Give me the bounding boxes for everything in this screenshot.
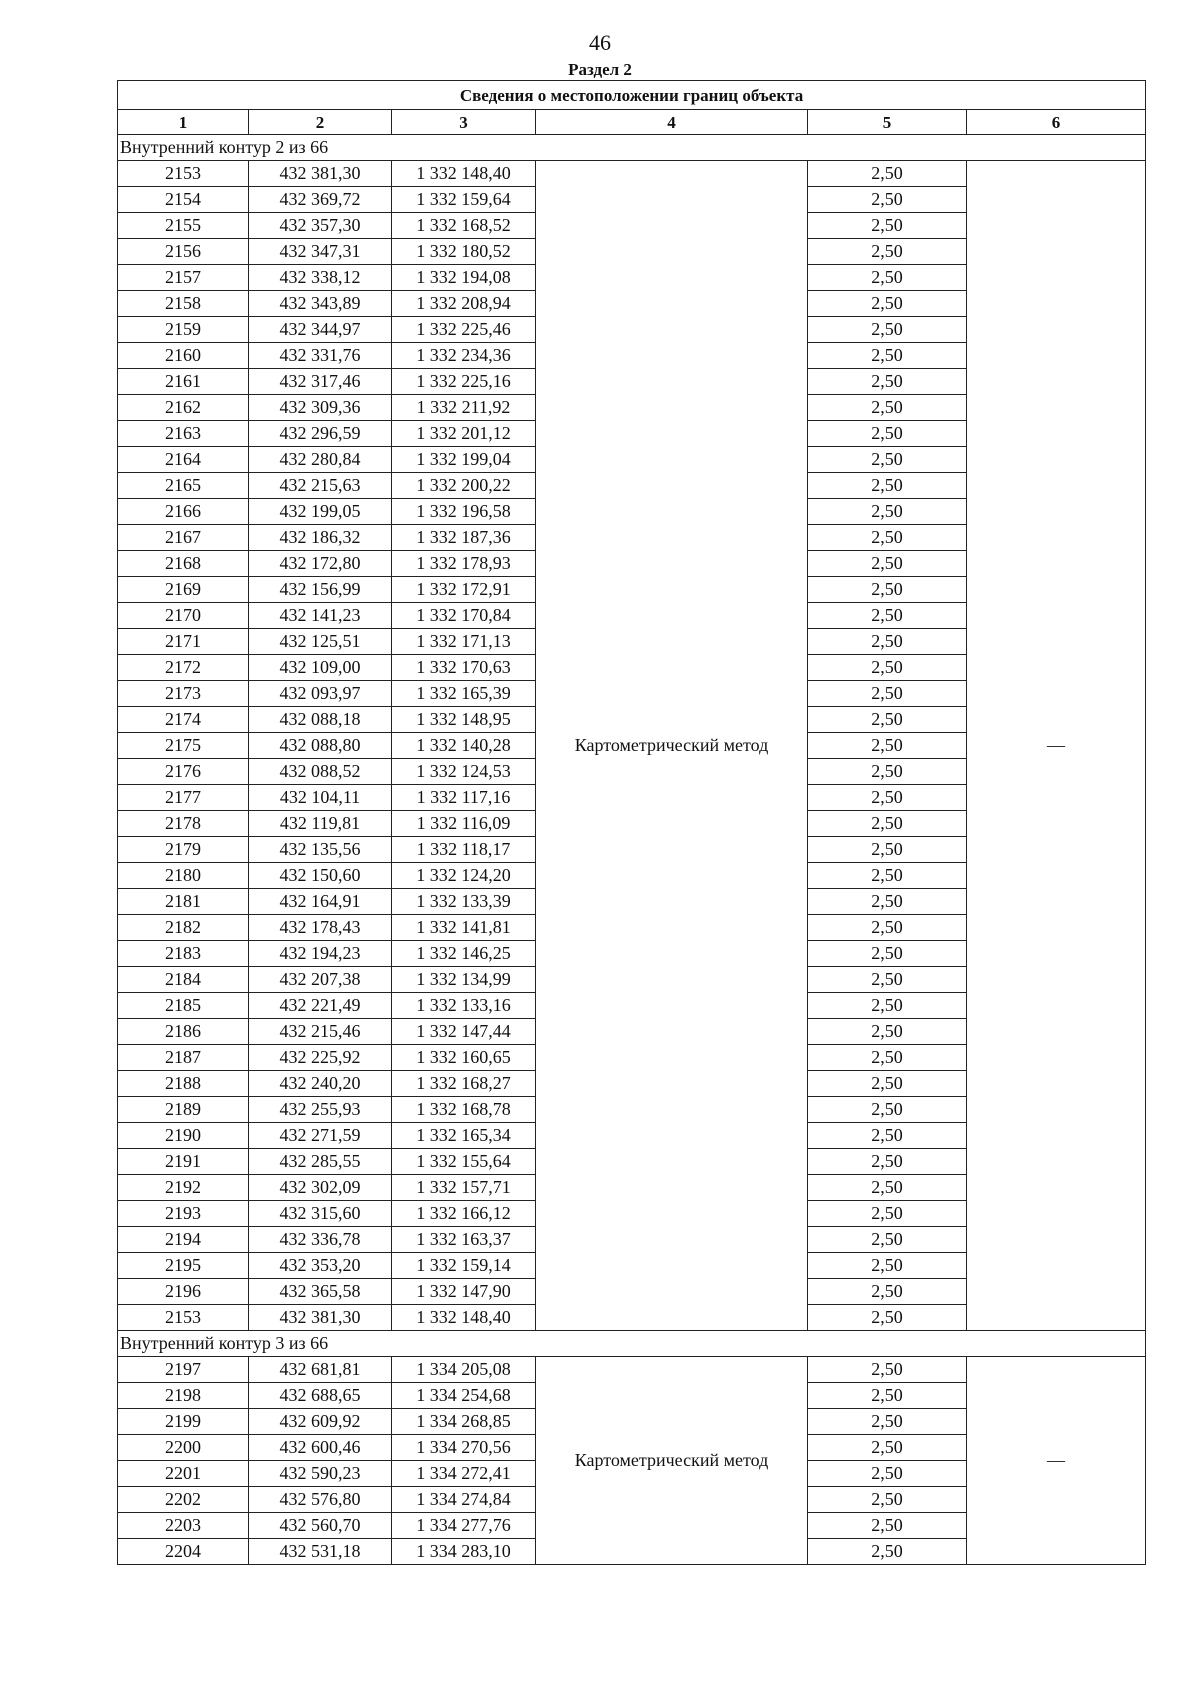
y-coordinate-cell: 1 332 168,27 xyxy=(392,1071,536,1097)
section-title: Раздел 2 xyxy=(568,60,632,79)
y-coordinate-cell: 1 332 225,46 xyxy=(392,317,536,343)
x-coordinate-cell: 432 317,46 xyxy=(249,369,392,395)
precision-cell: 2,50 xyxy=(808,837,967,863)
precision-cell: 2,50 xyxy=(808,1357,967,1383)
point-number-cell: 2191 xyxy=(118,1149,249,1175)
precision-cell: 2,50 xyxy=(808,291,967,317)
point-number-cell: 2173 xyxy=(118,681,249,707)
section-label: Внутренний контур 3 из 66 xyxy=(118,1331,1146,1357)
point-number-cell: 2198 xyxy=(118,1383,249,1409)
y-coordinate-cell: 1 332 172,91 xyxy=(392,577,536,603)
y-coordinate-cell: 1 332 148,95 xyxy=(392,707,536,733)
y-coordinate-cell: 1 332 170,84 xyxy=(392,603,536,629)
point-number-cell: 2188 xyxy=(118,1071,249,1097)
x-coordinate-cell: 432 194,23 xyxy=(249,941,392,967)
y-coordinate-cell: 1 332 168,52 xyxy=(392,213,536,239)
point-number-cell: 2153 xyxy=(118,161,249,187)
x-coordinate-cell: 432 365,58 xyxy=(249,1279,392,1305)
table-row xyxy=(118,1357,1146,1383)
x-coordinate-cell: 432 338,12 xyxy=(249,265,392,291)
precision-cell: 2,50 xyxy=(808,967,967,993)
precision-cell: 2,50 xyxy=(808,1253,967,1279)
y-coordinate-cell: 1 332 155,64 xyxy=(392,1149,536,1175)
x-coordinate-cell: 432 381,30 xyxy=(249,161,392,187)
section-header-row xyxy=(118,1331,1146,1357)
y-coordinate-cell: 1 334 268,85 xyxy=(392,1409,536,1435)
x-coordinate-cell: 432 156,99 xyxy=(249,577,392,603)
y-coordinate-cell: 1 332 211,92 xyxy=(392,395,536,421)
precision-cell: 2,50 xyxy=(808,265,967,291)
x-coordinate-cell: 432 347,31 xyxy=(249,239,392,265)
precision-cell: 2,50 xyxy=(808,1305,967,1331)
x-coordinate-cell: 432 285,55 xyxy=(249,1149,392,1175)
precision-cell: 2,50 xyxy=(808,1461,967,1487)
y-coordinate-cell: 1 332 148,40 xyxy=(392,1305,536,1331)
point-number-cell: 2164 xyxy=(118,447,249,473)
column-number: 6 xyxy=(967,110,1146,135)
section-header-row xyxy=(118,135,1146,161)
precision-cell: 2,50 xyxy=(808,1045,967,1071)
method-cell: Картометрический метод xyxy=(536,161,808,1331)
precision-cell: 2,50 xyxy=(808,395,967,421)
x-coordinate-cell: 432 088,18 xyxy=(249,707,392,733)
precision-cell: 2,50 xyxy=(808,1019,967,1045)
y-coordinate-cell: 1 332 159,64 xyxy=(392,187,536,213)
precision-cell: 2,50 xyxy=(808,369,967,395)
x-coordinate-cell: 432 357,30 xyxy=(249,213,392,239)
x-coordinate-cell: 432 309,36 xyxy=(249,395,392,421)
precision-cell: 2,50 xyxy=(808,993,967,1019)
note-cell: — xyxy=(967,161,1146,1331)
y-coordinate-cell: 1 332 199,04 xyxy=(392,447,536,473)
y-coordinate-cell: 1 334 272,41 xyxy=(392,1461,536,1487)
y-coordinate-cell: 1 332 134,99 xyxy=(392,967,536,993)
column-number: 3 xyxy=(392,110,536,135)
y-coordinate-cell: 1 332 147,90 xyxy=(392,1279,536,1305)
y-coordinate-cell: 1 332 133,39 xyxy=(392,889,536,915)
y-coordinate-cell: 1 332 178,93 xyxy=(392,551,536,577)
x-coordinate-cell: 432 125,51 xyxy=(249,629,392,655)
x-coordinate-cell: 432 240,20 xyxy=(249,1071,392,1097)
point-number-cell: 2167 xyxy=(118,525,249,551)
point-number-cell: 2204 xyxy=(118,1539,249,1565)
precision-cell: 2,50 xyxy=(808,1175,967,1201)
x-coordinate-cell: 432 093,97 xyxy=(249,681,392,707)
point-number-cell: 2202 xyxy=(118,1487,249,1513)
x-coordinate-cell: 432 150,60 xyxy=(249,863,392,889)
point-number-cell: 2153 xyxy=(118,1305,249,1331)
precision-cell: 2,50 xyxy=(808,525,967,551)
note-cell: — xyxy=(967,1357,1146,1565)
precision-cell: 2,50 xyxy=(808,1279,967,1305)
y-coordinate-cell: 1 332 194,08 xyxy=(392,265,536,291)
point-number-cell: 2199 xyxy=(118,1409,249,1435)
precision-cell: 2,50 xyxy=(808,863,967,889)
precision-cell: 2,50 xyxy=(808,1487,967,1513)
point-number-cell: 2179 xyxy=(118,837,249,863)
table-caption: Сведения о местоположении границ объекта xyxy=(118,81,1146,110)
y-coordinate-cell: 1 334 254,68 xyxy=(392,1383,536,1409)
point-number-cell: 2177 xyxy=(118,785,249,811)
x-coordinate-cell: 432 315,60 xyxy=(249,1201,392,1227)
y-coordinate-cell: 1 334 283,10 xyxy=(392,1539,536,1565)
precision-cell: 2,50 xyxy=(808,499,967,525)
column-number: 4 xyxy=(536,110,808,135)
precision-cell: 2,50 xyxy=(808,239,967,265)
x-coordinate-cell: 432 088,52 xyxy=(249,759,392,785)
y-coordinate-cell: 1 332 165,34 xyxy=(392,1123,536,1149)
x-coordinate-cell: 432 302,09 xyxy=(249,1175,392,1201)
x-coordinate-cell: 432 215,63 xyxy=(249,473,392,499)
precision-cell: 2,50 xyxy=(808,1435,967,1461)
precision-cell: 2,50 xyxy=(808,447,967,473)
x-coordinate-cell: 432 381,30 xyxy=(249,1305,392,1331)
precision-cell: 2,50 xyxy=(808,551,967,577)
precision-cell: 2,50 xyxy=(808,1123,967,1149)
point-number-cell: 2175 xyxy=(118,733,249,759)
point-number-cell: 2170 xyxy=(118,603,249,629)
point-number-cell: 2183 xyxy=(118,941,249,967)
precision-cell: 2,50 xyxy=(808,1149,967,1175)
x-coordinate-cell: 432 531,18 xyxy=(249,1539,392,1565)
y-coordinate-cell: 1 332 196,58 xyxy=(392,499,536,525)
x-coordinate-cell: 432 215,46 xyxy=(249,1019,392,1045)
y-coordinate-cell: 1 332 148,40 xyxy=(392,161,536,187)
point-number-cell: 2161 xyxy=(118,369,249,395)
y-coordinate-cell: 1 332 160,65 xyxy=(392,1045,536,1071)
x-coordinate-cell: 432 172,80 xyxy=(249,551,392,577)
y-coordinate-cell: 1 332 116,09 xyxy=(392,811,536,837)
column-number: 1 xyxy=(118,110,249,135)
point-number-cell: 2196 xyxy=(118,1279,249,1305)
x-coordinate-cell: 432 681,81 xyxy=(249,1357,392,1383)
y-coordinate-cell: 1 334 270,56 xyxy=(392,1435,536,1461)
precision-cell: 2,50 xyxy=(808,1539,967,1565)
point-number-cell: 2155 xyxy=(118,213,249,239)
point-number-cell: 2154 xyxy=(118,187,249,213)
point-number-cell: 2159 xyxy=(118,317,249,343)
x-coordinate-cell: 432 369,72 xyxy=(249,187,392,213)
y-coordinate-cell: 1 332 146,25 xyxy=(392,941,536,967)
x-coordinate-cell: 432 688,65 xyxy=(249,1383,392,1409)
y-coordinate-cell: 1 334 205,08 xyxy=(392,1357,536,1383)
x-coordinate-cell: 432 296,59 xyxy=(249,421,392,447)
x-coordinate-cell: 432 178,43 xyxy=(249,915,392,941)
point-number-cell: 2185 xyxy=(118,993,249,1019)
x-coordinate-cell: 432 164,91 xyxy=(249,889,392,915)
point-number-cell: 2180 xyxy=(118,863,249,889)
x-coordinate-cell: 432 343,89 xyxy=(249,291,392,317)
point-number-cell: 2178 xyxy=(118,811,249,837)
x-coordinate-cell: 432 576,80 xyxy=(249,1487,392,1513)
precision-cell: 2,50 xyxy=(808,707,967,733)
x-coordinate-cell: 432 600,46 xyxy=(249,1435,392,1461)
x-coordinate-cell: 432 560,70 xyxy=(249,1513,392,1539)
precision-cell: 2,50 xyxy=(808,889,967,915)
point-number-cell: 2193 xyxy=(118,1201,249,1227)
y-coordinate-cell: 1 332 124,20 xyxy=(392,863,536,889)
y-coordinate-cell: 1 332 140,28 xyxy=(392,733,536,759)
precision-cell: 2,50 xyxy=(808,1227,967,1253)
x-coordinate-cell: 432 353,20 xyxy=(249,1253,392,1279)
precision-cell: 2,50 xyxy=(808,655,967,681)
precision-cell: 2,50 xyxy=(808,941,967,967)
point-number-cell: 2169 xyxy=(118,577,249,603)
y-coordinate-cell: 1 332 157,71 xyxy=(392,1175,536,1201)
y-coordinate-cell: 1 332 208,94 xyxy=(392,291,536,317)
y-coordinate-cell: 1 332 133,16 xyxy=(392,993,536,1019)
y-coordinate-cell: 1 332 201,12 xyxy=(392,421,536,447)
x-coordinate-cell: 432 280,84 xyxy=(249,447,392,473)
x-coordinate-cell: 432 331,76 xyxy=(249,343,392,369)
x-coordinate-cell: 432 135,56 xyxy=(249,837,392,863)
x-coordinate-cell: 432 207,38 xyxy=(249,967,392,993)
y-coordinate-cell: 1 332 124,53 xyxy=(392,759,536,785)
precision-cell: 2,50 xyxy=(808,161,967,187)
column-number: 5 xyxy=(808,110,967,135)
x-coordinate-cell: 432 590,23 xyxy=(249,1461,392,1487)
point-number-cell: 2171 xyxy=(118,629,249,655)
point-number-cell: 2166 xyxy=(118,499,249,525)
y-coordinate-cell: 1 332 159,14 xyxy=(392,1253,536,1279)
point-number-cell: 2189 xyxy=(118,1097,249,1123)
precision-cell: 2,50 xyxy=(808,759,967,785)
y-coordinate-cell: 1 332 225,16 xyxy=(392,369,536,395)
y-coordinate-cell: 1 332 147,44 xyxy=(392,1019,536,1045)
y-coordinate-cell: 1 332 234,36 xyxy=(392,343,536,369)
y-coordinate-cell: 1 332 170,63 xyxy=(392,655,536,681)
section-label: Внутренний контур 2 из 66 xyxy=(118,135,1146,161)
precision-cell: 2,50 xyxy=(808,1097,967,1123)
precision-cell: 2,50 xyxy=(808,681,967,707)
x-coordinate-cell: 432 271,59 xyxy=(249,1123,392,1149)
precision-cell: 2,50 xyxy=(808,473,967,499)
x-coordinate-cell: 432 186,32 xyxy=(249,525,392,551)
y-coordinate-cell: 1 332 180,52 xyxy=(392,239,536,265)
precision-cell: 2,50 xyxy=(808,811,967,837)
y-coordinate-cell: 1 334 274,84 xyxy=(392,1487,536,1513)
x-coordinate-cell: 432 225,92 xyxy=(249,1045,392,1071)
table-body xyxy=(118,135,1146,1565)
precision-cell: 2,50 xyxy=(808,603,967,629)
precision-cell: 2,50 xyxy=(808,213,967,239)
method-cell: Картометрический метод xyxy=(536,1357,808,1565)
y-coordinate-cell: 1 332 165,39 xyxy=(392,681,536,707)
y-coordinate-cell: 1 332 200,22 xyxy=(392,473,536,499)
y-coordinate-cell: 1 332 168,78 xyxy=(392,1097,536,1123)
y-coordinate-cell: 1 332 141,81 xyxy=(392,915,536,941)
point-number-cell: 2157 xyxy=(118,265,249,291)
precision-cell: 2,50 xyxy=(808,1201,967,1227)
column-number: 2 xyxy=(249,110,392,135)
y-coordinate-cell: 1 334 277,76 xyxy=(392,1513,536,1539)
precision-cell: 2,50 xyxy=(808,915,967,941)
table-row xyxy=(118,161,1146,187)
point-number-cell: 2192 xyxy=(118,1175,249,1201)
x-coordinate-cell: 432 104,11 xyxy=(249,785,392,811)
x-coordinate-cell: 432 199,05 xyxy=(249,499,392,525)
x-coordinate-cell: 432 344,97 xyxy=(249,317,392,343)
point-number-cell: 2160 xyxy=(118,343,249,369)
point-number-cell: 2158 xyxy=(118,291,249,317)
precision-cell: 2,50 xyxy=(808,733,967,759)
x-coordinate-cell: 432 255,93 xyxy=(249,1097,392,1123)
x-coordinate-cell: 432 088,80 xyxy=(249,733,392,759)
point-number-cell: 2203 xyxy=(118,1513,249,1539)
point-number-cell: 2184 xyxy=(118,967,249,993)
point-number-cell: 2165 xyxy=(118,473,249,499)
page-number: 46 xyxy=(589,30,611,55)
x-coordinate-cell: 432 221,49 xyxy=(249,993,392,1019)
precision-cell: 2,50 xyxy=(808,1409,967,1435)
point-number-cell: 2190 xyxy=(118,1123,249,1149)
precision-cell: 2,50 xyxy=(808,317,967,343)
point-number-cell: 2197 xyxy=(118,1357,249,1383)
point-number-cell: 2182 xyxy=(118,915,249,941)
boundary-coordinates-table xyxy=(117,80,1146,1565)
y-coordinate-cell: 1 332 166,12 xyxy=(392,1201,536,1227)
precision-cell: 2,50 xyxy=(808,785,967,811)
y-coordinate-cell: 1 332 163,37 xyxy=(392,1227,536,1253)
precision-cell: 2,50 xyxy=(808,187,967,213)
y-coordinate-cell: 1 332 117,16 xyxy=(392,785,536,811)
y-coordinate-cell: 1 332 171,13 xyxy=(392,629,536,655)
y-coordinate-cell: 1 332 118,17 xyxy=(392,837,536,863)
x-coordinate-cell: 432 119,81 xyxy=(249,811,392,837)
point-number-cell: 2162 xyxy=(118,395,249,421)
precision-cell: 2,50 xyxy=(808,343,967,369)
y-coordinate-cell: 1 332 187,36 xyxy=(392,525,536,551)
point-number-cell: 2176 xyxy=(118,759,249,785)
point-number-cell: 2174 xyxy=(118,707,249,733)
point-number-cell: 2186 xyxy=(118,1019,249,1045)
point-number-cell: 2201 xyxy=(118,1461,249,1487)
column-number-row xyxy=(118,110,1146,135)
precision-cell: 2,50 xyxy=(808,577,967,603)
x-coordinate-cell: 432 609,92 xyxy=(249,1409,392,1435)
point-number-cell: 2172 xyxy=(118,655,249,681)
point-number-cell: 2181 xyxy=(118,889,249,915)
point-number-cell: 2156 xyxy=(118,239,249,265)
precision-cell: 2,50 xyxy=(808,1383,967,1409)
point-number-cell: 2195 xyxy=(118,1253,249,1279)
point-number-cell: 2194 xyxy=(118,1227,249,1253)
precision-cell: 2,50 xyxy=(808,629,967,655)
precision-cell: 2,50 xyxy=(808,1513,967,1539)
precision-cell: 2,50 xyxy=(808,1071,967,1097)
point-number-cell: 2163 xyxy=(118,421,249,447)
point-number-cell: 2168 xyxy=(118,551,249,577)
x-coordinate-cell: 432 336,78 xyxy=(249,1227,392,1253)
precision-cell: 2,50 xyxy=(808,421,967,447)
point-number-cell: 2200 xyxy=(118,1435,249,1461)
x-coordinate-cell: 432 109,00 xyxy=(249,655,392,681)
point-number-cell: 2187 xyxy=(118,1045,249,1071)
x-coordinate-cell: 432 141,23 xyxy=(249,603,392,629)
